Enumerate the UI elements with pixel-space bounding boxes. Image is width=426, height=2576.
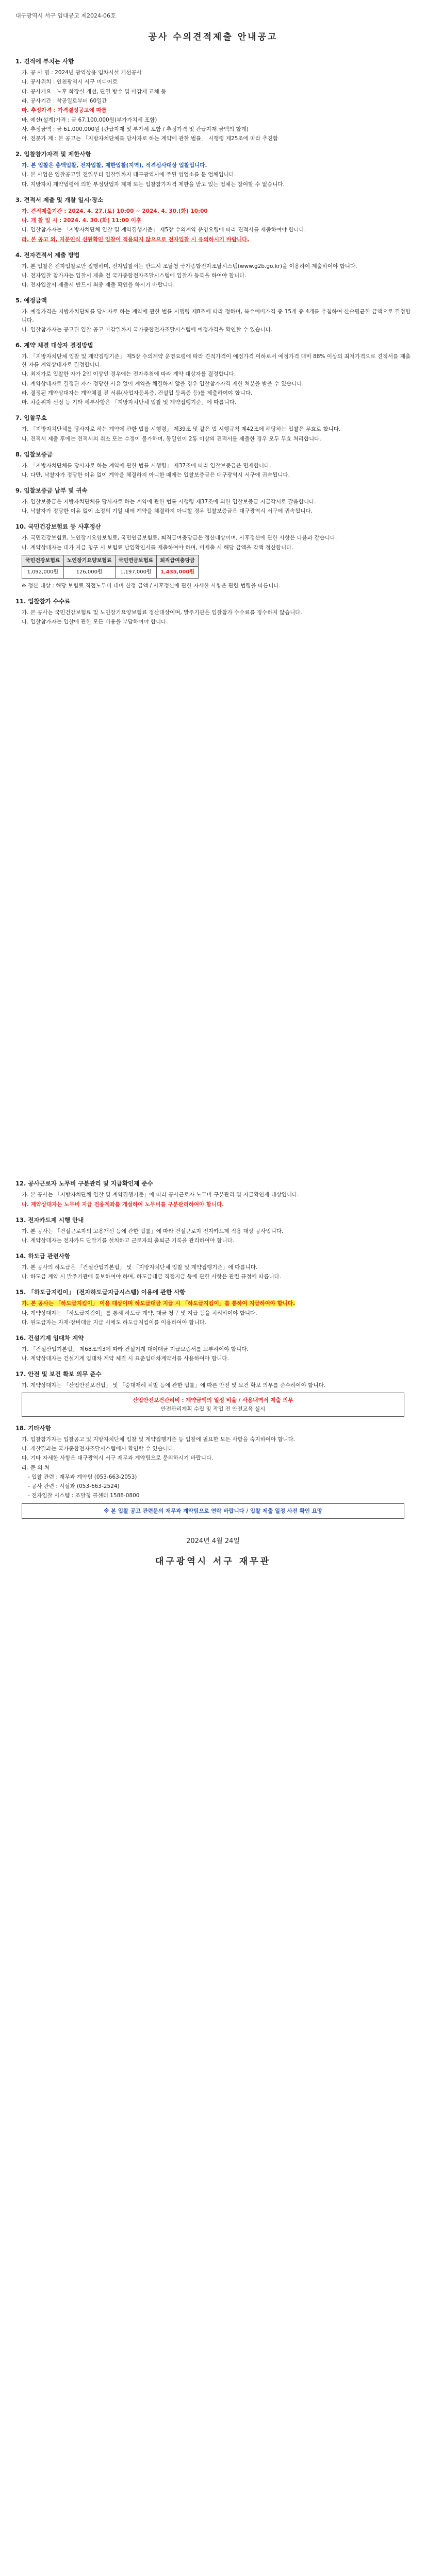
section-title: 11. 입찰참가 수수료 <box>15 598 71 605</box>
section-line: 나. 개찰결과는 국가종합전자조달시스템에서 확인할 수 있습니다. <box>22 1446 175 1452</box>
section-line: 나. 다만, 낙찰자가 정당한 이유 없이 계약을 체결하지 아니한 때에는 입찰보증금은 대구광역시 서구에 귀속됩니다. <box>22 471 290 478</box>
section-7 <box>15 414 411 443</box>
section-15 <box>15 1288 411 1327</box>
section-line: 다. 기타 자세한 사항은 대구광역시 서구 재무과 계약팀으로 문의하시기 바랍니다. <box>22 1455 214 1462</box>
section-line: 라. 공사기간 : 착공일로부터 60일간 <box>22 98 107 104</box>
section-line: 아. 전문가 계 : 본 공고는 「지방자치단체를 당사자로 하는 계약에 관한 법률」 시행령 제25조에 따라 추진함 <box>22 135 278 142</box>
section-line: 다. 공사개요 : 노후 화장실 개선, 단열 방수 및 마감재 교체 등 <box>22 88 167 95</box>
insurance-table <box>22 555 199 579</box>
section-line: 가. 「지방자치단체 입찰 및 계약집행기준」 제5장 수의계약 운영요령에 따라 견적가격이 예정가격 이하로서 예정가격 대비 88% 이상의 최저가격으로 견적서를 제출한 자를 계약상대자로 결정합니다. <box>22 353 411 368</box>
blank-area <box>15 633 411 1179</box>
section-9 <box>15 486 411 515</box>
section-line: 다. 계약상대자로 결정된 자가 정당한 사유 없이 계약을 체결하지 않을 경우 입찰참가자격 제한 처분을 받을 수 있습니다. <box>22 380 304 387</box>
section-3 <box>15 196 411 244</box>
section-line: 가. 견적제출기간 : 2024. 4. 27.(토) 10:00 ~ 2024. 4. 30.(화) 10:00 <box>22 208 208 214</box>
section-line: 나. 계약상대자는 건설기계 임대차 계약 체결 시 표준임대차계약서를 사용하여야 합니다. <box>22 1355 229 1362</box>
section-title: 12. 공사근로자 노무비 구분관리 및 지급확인제 준수 <box>15 1180 153 1188</box>
section-line: 사. 추정금액 : 금 61,000,000원 (관급자재 및 부가세 포함 / 추정가격 및 관급자재 금액의 합계) <box>22 126 249 132</box>
section-title: 9. 입찰보증금 납부 및 귀속 <box>15 487 88 495</box>
section-line: 가. 계약상대자는 「산업안전보건법」 및 「중대재해 처벌 등에 관한 법률」에 따른 안전 및 보건 확보 의무를 준수하여야 합니다. <box>22 1382 325 1389</box>
section-line: 라. 결정된 계약상대자는 계약체결 전 서류(사업자등록증, 건설업 등록증 등)를 제출하여야 합니다. <box>22 389 253 396</box>
section-1 <box>15 57 411 143</box>
section-12 <box>15 1179 411 1208</box>
section-title: 2. 입찰참가자격 및 제한사항 <box>15 150 91 158</box>
section-line: - 공사 관련 : 시설과 (053-663-2524) <box>28 1483 120 1490</box>
section-14 <box>15 1252 411 1281</box>
section-line <box>22 1299 411 1308</box>
section-line: 나. 최저가로 입찰한 자가 2인 이상인 경우에는 전자추첨에 따라 계약 대상자를 결정합니다. <box>22 371 236 378</box>
section-title: 10. 국민건강보험료 등 사후정산 <box>15 523 101 531</box>
section-line: 라. 문 의 처 <box>22 1464 50 1471</box>
table-header-cell: 퇴직급여충당금 <box>157 555 199 567</box>
contact-box-text: ※ 본 입찰 공고 관련문의 재무과 계약팀으로 연락 바랍니다 / 입찰 제출 일정 사전 확인 요망 <box>104 1507 322 1514</box>
table-header-cell: 국민연금보험료 <box>115 555 157 567</box>
section-18 <box>15 1424 411 1519</box>
section-8 <box>15 450 411 479</box>
section-title: 8. 입찰보증금 <box>15 450 53 458</box>
section-line: 라. 본 공고 외, 지문인식 신원확인 입찰이 적용되지 않으므로 전자입찰 시 유의하시기 바랍니다. <box>22 236 250 243</box>
section-line: 가. 국민건강보험료, 노인장기요양보험료, 국민연금보험료, 퇴직급여충당금은 정산대상이며, 사후정산에 관한 사항은 다음과 같습니다. <box>22 535 337 541</box>
section-line: - 전자입찰 시스템 : 조달청 콜센터 1588-0800 <box>28 1493 140 1499</box>
section-13 <box>15 1216 411 1245</box>
section-line: - 입찰 관련 : 재무과 계약팀 (053-663-2053) <box>28 1473 137 1480</box>
section-title: 13. 전자카드제 시행 안내 <box>15 1216 84 1224</box>
section-line: 마. 추정가격 : 가격결정공고에 따름 <box>22 107 107 114</box>
section-line: 나. 입찰참가자는 공고된 입찰 공고 마감일까지 국가종합전자조달시스템에 예정가격을 확인할 수 있습니다. <box>22 326 273 333</box>
section-line: 나. 전자입찰 참가자는 입찰서 제출 전 국가종합전자조달시스템에 입찰자 등록을 하여야 합니다. <box>22 272 247 279</box>
section-title: 18. 기타사항 <box>15 1425 51 1432</box>
section-line: 가. 입찰보증금은 지방자치단체를 당사자로 하는 계약에 관한 법률 시행령 제37조에 의한 입찰보증금 지급각서로 갈음합니다. <box>22 498 316 505</box>
section-line: 나. 계약상대자는 「하도급지킴이」를 통해 하도급 계약, 대금 청구 및 지급 등을 처리하여야 합니다. <box>22 1310 257 1316</box>
section-line: 나. 계약상대자는 대가 지급 청구 시 보험료 납입확인서를 제출하여야 하며, 미제출 시 해당 금액을 감액 정산합니다. <box>22 544 293 551</box>
section-line: 나. 본 사업은 입찰공고일 전일부터 입찰일까지 대구광역시에 주된 영업소를 둔 업체입니다. <box>22 172 236 178</box>
section-5 <box>15 296 411 334</box>
section-line: 마. 차순위자 선정 등 기타 세부사항은 「지방자치단체 입찰 및 계약집행기준」에 따릅니다. <box>22 399 237 406</box>
section-title: 1. 견적에 부치는 사항 <box>15 58 74 65</box>
table-row <box>22 567 199 579</box>
section-title: 3. 견적서 제출 및 개찰 일시·장소 <box>15 196 104 204</box>
section-title: 7. 입찰무효 <box>15 414 47 422</box>
section-title: 6. 계약 체결 대상자 결정방법 <box>15 342 93 349</box>
section-line: 가. 「건설산업기본법」 제68조의3에 따라 건설기계 대여대금 지급보증서를 교부하여야 합니다. <box>22 1346 249 1352</box>
section-line: 나. 낙찰자가 정당한 이유 없이 소정의 기일 내에 계약을 체결하지 아니할 경우 입찰보증금은 대구광역시 서구에 귀속됩니다. <box>22 508 313 515</box>
section-line: 가. 본 입찰은 총액입찰, 전자입찰, 제한입찰(지역), 적격심사대상 입찰입니다. <box>22 162 207 169</box>
table-cell: 126,000원 <box>63 567 115 579</box>
section-title: 16. 건설기계 임대차 계약 <box>15 1334 84 1342</box>
section-title: 17. 안전 및 보건 확보 의무 준수 <box>15 1370 102 1378</box>
section-4 <box>15 251 411 290</box>
info-box-line: 산업안전보건관리비 : 계약금액의 일정 비율 / 사용내역서 제출 의무 <box>133 1397 293 1404</box>
section-line: 나. 견적서 제출 후에는 견적서의 취소 또는 수정이 불가하며, 동일인이 2통 이상의 견적서를 제출한 경우 모두 무효 처리합니다. <box>22 435 321 442</box>
section-line: 가. 입찰참가자는 입찰공고 및 지방자치단체 입찰 및 계약집행기준 등 입찰에 필요한 모든 사항을 숙지하여야 합니다. <box>22 1436 296 1443</box>
section-line: 나. 계약상대자는 노무비 지급 전용계좌를 개설하여 노무비를 구분관리하여야 합니다. <box>22 1201 224 1208</box>
section-line: 가. 본 공사는 「지방자치단체 입찰 및 계약집행기준」에 따라 공사근로자 노무비 구분관리 및 지급확인제 대상입니다. <box>22 1192 299 1198</box>
section-line: 가. 본 공사의 하도급은 「건설산업기본법」 및 「지방자치단체 입찰 및 계약집행기준」에 따릅니다. <box>22 1264 258 1270</box>
issuing-organization: 대구광역시 서구 재무관 <box>155 1556 271 1567</box>
section-line: 다. 지방자치 계약법령에 의한 부정당업자 제재 또는 입찰참가자격 제한을 받고 있는 업체는 참여할 수 없습니다. <box>22 181 285 188</box>
section-title: 14. 하도급 관련사항 <box>15 1252 71 1260</box>
section-note: ※ 정산 대상 : 해당 보험료 직접노무비 대비 산정 금액 / 사후정산에 관한 자세한 사항은 관련 법령을 따릅니다. <box>22 582 281 589</box>
publication-number: 대구광역시 서구 임대공고 제2024-06호 <box>15 12 116 19</box>
section-10 <box>15 522 411 590</box>
section-line: 가. 본 공사는 국민건강보험료 및 노인장기요양보험료 정산대상이며, 발주기관은 입찰참가 수수료를 징수하지 않습니다. <box>22 609 302 616</box>
notice-date: 2024년 4월 24일 <box>186 1537 240 1545</box>
section-line: 가. 본 입찰은 전자입찰로만 집행하며, 전자입찰서는 반드시 조달청 국가종합전자조달시스템(www.g2b.go.kr)을 이용하여 제출하여야 합니다. <box>22 263 357 269</box>
section-line: 가. 본 공사는 「건설근로자의 고용개선 등에 관한 법률」에 따라 건설근로자 전자카드제 적용 대상 공사입니다. <box>22 1228 284 1234</box>
section-line: 나. 계약상대자는 전자카드 단말기를 설치하고 근로자의 출퇴근 기록을 관리하여야 합니다. <box>22 1237 235 1244</box>
table-cell: 1,435,000원 <box>157 567 199 579</box>
section-line: 가. 「지방자치단체를 당사자로 하는 계약에 관한 법률 시행령」 제39조 및 같은 법 시행규칙 제42조에 해당하는 입찰은 무효로 합니다. <box>22 426 341 433</box>
section-line: 가. 「지방자치단체를 당사자로 하는 계약에 관한 법률 시행령」 제37조에 따라 입찰보증금은 면제합니다. <box>22 462 271 469</box>
section-11 <box>15 597 411 626</box>
section-line: 다. 원도급자는 자재·장비대금 지급 시에도 하도급지킴이를 이용하여야 합니다. <box>22 1319 206 1326</box>
section-17 <box>15 1370 411 1417</box>
section-line: 다. 입찰참가자는 「지방자치단체 입찰 및 계약집행기준」 제5장 수의계약 운영요령에 따라 견적서를 제출하여야 합니다. <box>22 227 306 233</box>
section-line: 가. 예정가격은 지방자치단체를 당사자로 하는 계약에 관한 법률 시행령 제8조에 따라 정하며, 복수예비가격 중 15개 중 4개를 추첨하여 산술평균한 금액으로 결정합니다. <box>22 309 411 324</box>
section-line: 나. 개 찰 일 시 : 2024. 4. 30.(화) 11:00 이후 <box>22 217 142 224</box>
page-title: 공사 수의견적제출 안내공고 <box>148 32 278 43</box>
table-header-cell: 노인장기요양보험료 <box>63 555 115 567</box>
table-cell: 1,197,000원 <box>115 567 157 579</box>
section-2 <box>15 150 411 189</box>
contact-box <box>22 1503 404 1519</box>
table-cell: 1,092,000원 <box>22 567 64 579</box>
section-16 <box>15 1334 411 1363</box>
section-line: 바. 예산(설계)가격 : 금 67,100,000원(부가가치세 포함) <box>22 116 157 123</box>
section-line: 나. 하도급 계약 시 발주기관에 통보하여야 하며, 하도급대금 직접지급 등에 관한 사항은 관련 규정에 따릅니다. <box>22 1274 282 1280</box>
info-box-line: 안전관리계획 수립 및 작업 전 안전교육 실시 <box>160 1405 266 1412</box>
table-header-row <box>22 555 199 567</box>
section-line: 나. 공사위치 : 인천광역시 서구 미디어로 <box>22 79 118 86</box>
section-title: 15. 「하도급지킴이」 (전자하도급지급시스템) 이용에 관한 사항 <box>15 1289 186 1296</box>
highlighted-text: 가. 본 공사는 「하도급지킴이」 이용 대상이며 하도급대금 지급 시 「하도급지킴이」를 통하여 지급하여야 합니다. <box>22 1300 295 1307</box>
section-title: 5. 예정금액 <box>15 297 47 304</box>
section-line: 나. 입찰참가자는 입찰에 관한 모든 비용을 부담하여야 합니다. <box>22 619 168 625</box>
section-title: 4. 전자견적서 제출 방법 <box>15 251 80 259</box>
section-line: 가. 공 사 명 : 2024년 광역상용 임차시설 개선공사 <box>22 70 142 76</box>
section-6 <box>15 341 411 406</box>
section-line: 다. 전자입찰서 제출시 반드시 최종 제출 확인을 하시기 바랍니다. <box>22 282 175 289</box>
table-header-cell: 국민건강보험료 <box>22 555 64 567</box>
info-box <box>22 1393 404 1417</box>
